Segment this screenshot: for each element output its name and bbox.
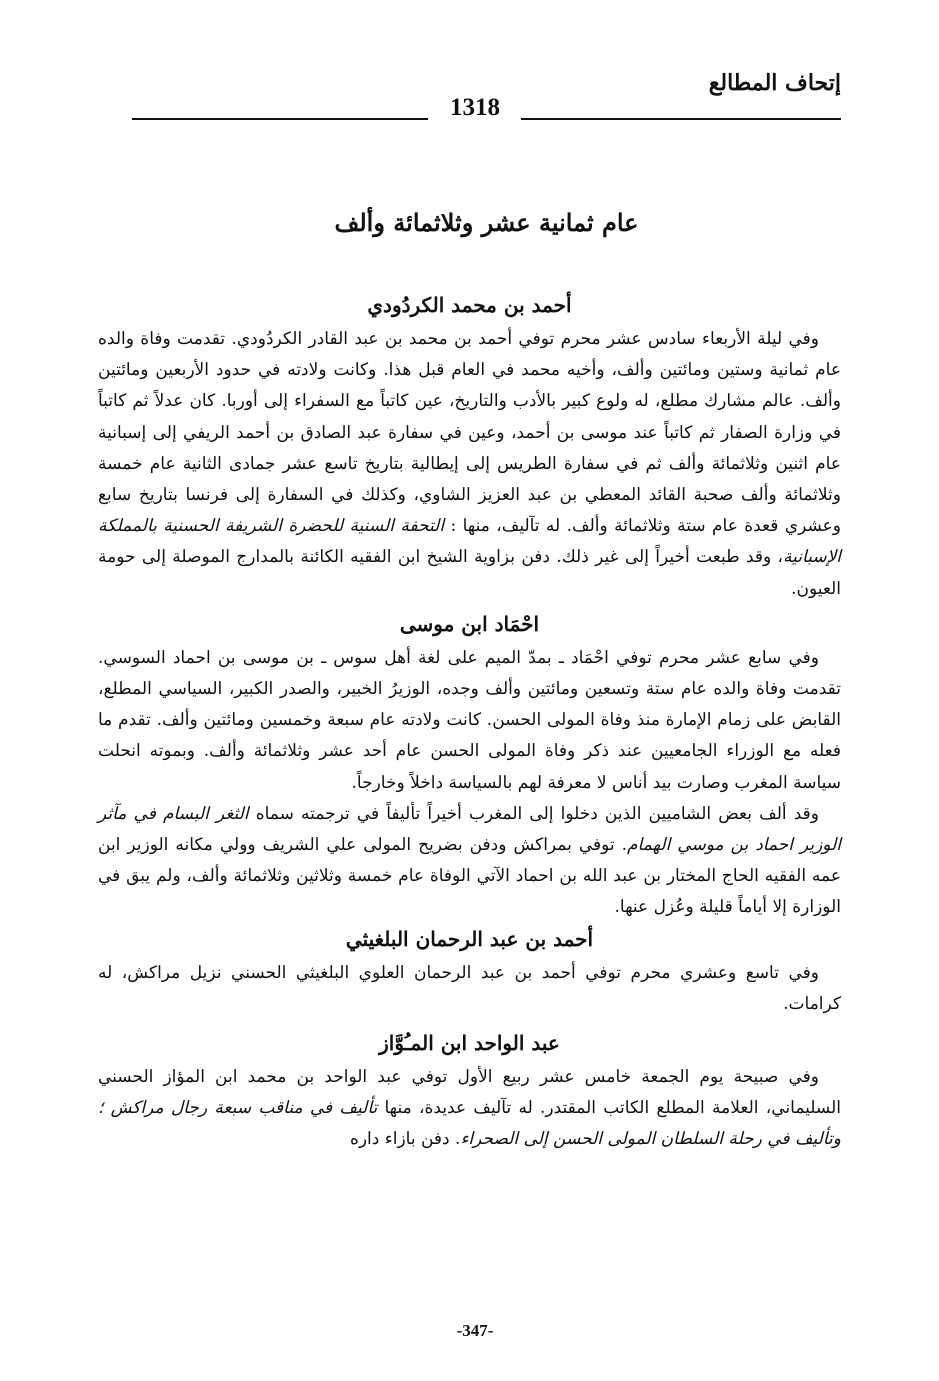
paragraph-text: . توفي بمراكش ودفن بضريح المولى علي الشريف وولي مكانه الوزير ابن عمه الفقيه الحاج المختار بن عبد الله بن احماد الآتي الوفاة عام خمسة وثلاثين وثلاثمائة وألف، ولم يبق في الوزارة إلا أياماً قليلة وعُزل عنها. <box>98 835 841 918</box>
paragraph-text: وفي صبيحة يوم الجمعة خامس عشر ربيع الأول توفي عبد الواحد بن محمد ابن المؤاز الحسني السليماني، العلامة المطلع الكاتب المقتدر. له تآليف عديدة، منها <box>98 1067 841 1119</box>
paragraph-text: وفي تاسع وعشري محرم توفي أحمد بن عبد الرحمان العلوي البلغيثي الحسني نزيل مراكش، له كرامات. <box>98 962 841 1014</box>
entry-heading: احْمَاد ابن موسى <box>399 611 540 636</box>
paragraph-text: وفي سابع عشر محرم توفي احْمَاد ـ بمدّ الميم على لغة أهل سوس ـ بن موسى بن احماد السوسي. تقدمت وفاة والده عام ستة وتسعين ومائتين وألف وجده، الوزيرُ الخبير، والصدر الكبير، السياسي المطلع، القابض على زمام الإمارة منذ وفاة المولى الحسن. كانت ولادته عام سبعة وخمسين ومائتين وألف. تقدم ما فعله مع الوزراء الجامعيين عند ذكر وفاة المولى الحسن عام أحد عشر وثلاثمائة وألف. وبموته انحلت سياسة المغرب وصارت بيد أناس لا معرفة لهم بالسياسة داخلاً وخارجاً. <box>98 647 841 793</box>
paragraph-text: وقد ألف بعض الشاميين الذين دخلوا إلى المغرب أخيراً تأليفاً في ترجمته سماه <box>255 803 819 824</box>
entry-paragraph <box>98 324 841 605</box>
running-title: إتحاف المطالع <box>708 70 841 96</box>
paragraph-text: وفي ليلة الأربعاء سادس عشر محرم توفي أحمد بن محمد بن عبد القادر الكردُودي. تقدمت وفاة والده عام ثمانية وستين ومائتين وألف، وأخيه محمد في العام قبل هذا. وكانت ولادته في حدود الأربعين ومائتين وألف. عالم مشارك مطلع، له ولوع كبير بالأدب والتاريخ، عين كاتباً مع السفراء إلى أوربا. كان عدلاً ثم كاتباً في وزارة الصفار ثم كاتباً عند موسى بن أحمد، وعين في سفارة عبد الصادق بن أحمد الريفي إلى إسبانية عام اثنين وثلاثمائة وألف ثم في سفارة الطريس إلى إيطالية بتاريخ تاسع عشر جمادى الثانية عام خمسة وثلاثمائة وألف صحبة القائد المعطي بن عبد العزيز الشاوي، وكذلك في السفارة إلى فرنسا بتاريخ سابع وعشري قعدة عام ستة وثلاثمائة وألف. له تآليف، منها : <box>98 329 842 537</box>
book-title: التحفة السنية للحضرة الشريفة الحسنية بالمملكة الإسبانية <box>98 516 841 568</box>
entry-paragraph <box>98 799 841 924</box>
entry-heading: أحمد بن عبد الرحمان البلغيثي <box>345 926 594 951</box>
paragraph-text: . دفن بازاء داره <box>349 1129 461 1150</box>
entry-paragraph <box>98 643 841 799</box>
book-title: الثغر البسام في مآثر الوزير احماد بن موسي الهمام <box>98 803 841 856</box>
book-title: تأليف في مناقب سبعة رجال مراكش ؛ وتأليف في رحلة السلطان المولى الحسن إلى الصحراء <box>98 1098 841 1150</box>
page-number: -347- <box>456 1321 494 1340</box>
header-rule-right <box>521 118 841 120</box>
entry-paragraph <box>98 1062 841 1156</box>
entry-heading: عبد الواحد ابن المـُوَّاز <box>379 1031 560 1056</box>
body-text <box>98 290 841 1156</box>
year-heading: عام ثمانية عشر وثلاثمائة وألف <box>334 208 639 237</box>
paragraph-text: ، وقد طبعت أخيراً إلى غير ذلك. دفن بزاوية الشيخ ابن الفقيه الكائنة بالمدارج الموصلة إلى حومة العيون. <box>98 547 841 599</box>
header-rule-left <box>132 118 428 120</box>
hijri-year-number: 1318 <box>450 94 500 121</box>
entry-heading: أحمد بن محمد الكردُودي <box>367 293 572 317</box>
entry-paragraph <box>98 958 841 1020</box>
